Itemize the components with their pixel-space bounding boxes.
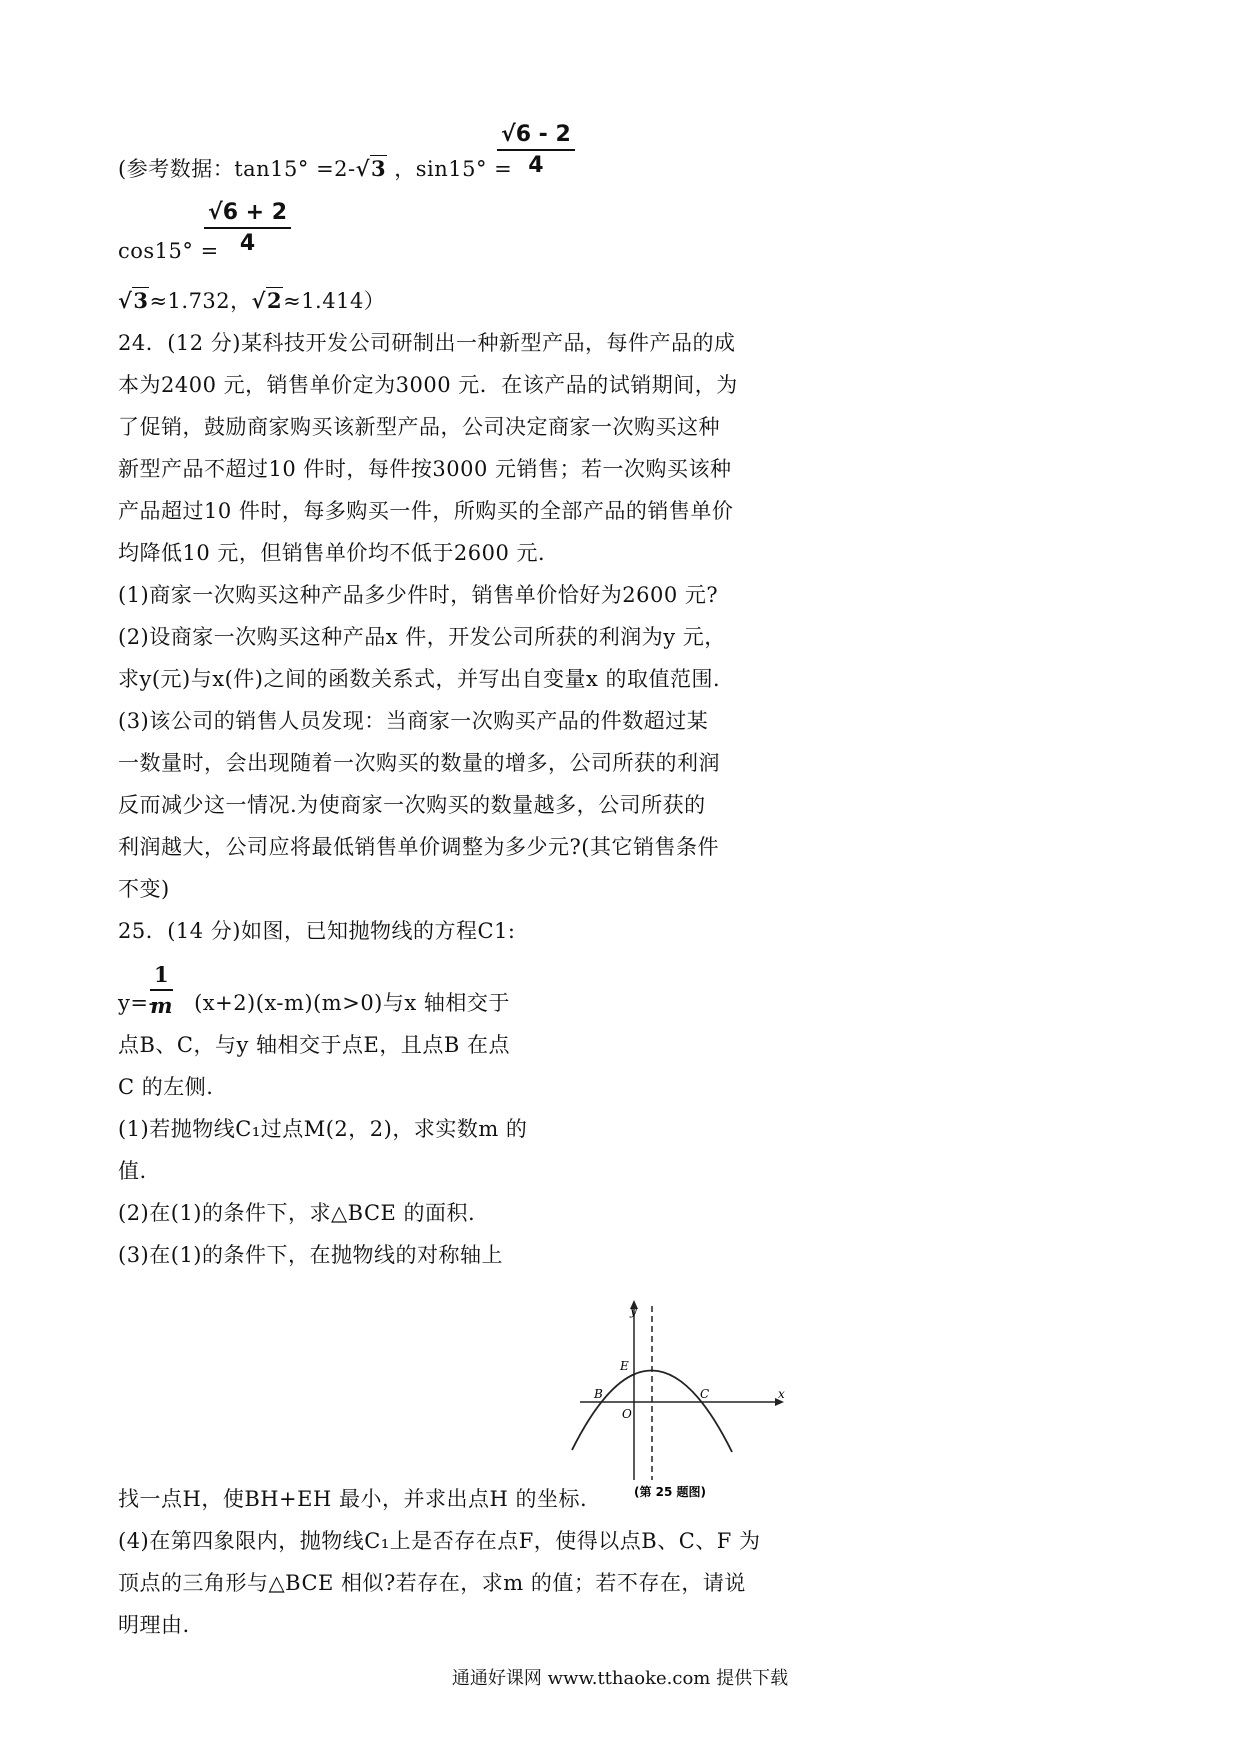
q24-part1: (1)商家一次购买这种产品多少件时，销售单价恰好为2600 元? (118, 583, 719, 607)
ref-tan-text: (参考数据：tan15° =2- (118, 157, 356, 181)
q24-line: 产品超过10 件时，每多购买一件，所购买的全部产品的销售单价 (118, 499, 734, 523)
q25-part4: (4)在第四象限内，抛物线C₁上是否存在点F，使得以点B、C、F 为 (118, 1529, 761, 1553)
point-b-label: B (594, 1387, 603, 1401)
ref-sin-text: ，sin15° = (394, 157, 513, 181)
q24-line: 24．(12 分)某科技开发公司研制出一种新型产品，每件产品的成 (118, 331, 736, 355)
q25-line: 明理由. (118, 1613, 190, 1637)
q25-line: 值. (118, 1159, 147, 1183)
q25-part2: (2)在(1)的条件下，求△BCE 的面积. (118, 1201, 476, 1225)
fraction-denominator: m (150, 993, 173, 1018)
cos15-numerator: √6 + 2 (204, 200, 291, 229)
sqrt3-radical: √3 (355, 156, 387, 181)
origin-label: O (622, 1407, 632, 1421)
sqrt2-radical: √2 (251, 288, 283, 313)
q24-line: 均降低10 元，但销售单价均不低于2600 元． (118, 541, 560, 565)
page-footer: 通通好课网 www.tthaoke.com 提供下载 (451, 1668, 789, 1689)
q24-line: 新型产品不超过10 件时，每件按3000 元销售；若一次购买该种 (118, 457, 732, 481)
point-c-label: C (700, 1387, 710, 1401)
sin15-fraction (497, 122, 575, 178)
q24-line: 求y(元)与x(件)之间的函数关系式，并写出自变量x 的取值范围． (118, 667, 735, 691)
q24-line: 本为2400 元，销售单价定为3000 元．在该产品的试销期间，为 (118, 373, 738, 397)
parabola-diagram (570, 1300, 790, 1500)
x-axis-label: x (778, 1387, 785, 1401)
fraction-numerator: 1 (150, 962, 173, 991)
q25-line: C 的左侧. (118, 1075, 214, 1099)
q25-part1: (1)若抛物线C₁过点M(2，2)，求实数m 的 (118, 1117, 528, 1141)
q25-part3-cont: 找一点H，使BH+EH 最小，并求出点H 的坐标. (118, 1487, 588, 1511)
cos15-denominator: 4 (239, 231, 256, 256)
cos15-fraction (204, 200, 291, 256)
sin15-numerator: √6 - 2 (497, 122, 575, 151)
q24-part3: (3)该公司的销售人员发现：当商家一次购买产品的件数超过某 (118, 709, 709, 733)
parabola-figure (570, 1300, 790, 1504)
q25-heading: 25．(14 分)如图，已知抛物线的方程C1: (118, 919, 516, 943)
y-axis-label: y (630, 1304, 637, 1318)
sin15-denominator: 4 (528, 153, 544, 178)
ref-cos-label: cos15° = (118, 239, 219, 263)
ref-data-line-3: √3≈1.732，√2≈1.414） (118, 288, 386, 313)
figure-caption: (第 25 题图) (634, 1485, 707, 1499)
q25-line: 点B、C，与y 轴相交于点E，且点B 在点 (118, 1033, 510, 1057)
ref-data-line-1 (118, 156, 512, 182)
q24-line: 反而减少这一情况.为使商家一次购买的数量越多，公司所获的 (118, 793, 706, 817)
sqrt3-radical-2: √3 (118, 288, 149, 313)
point-e-label: E (620, 1359, 629, 1373)
q24-part2: (2)设商家一次购买这种产品x 件，开发公司所获的利润为y 元， (118, 625, 726, 649)
q24-line: 利润越大，公司应将最低销售单价调整为多少元?(其它销售条件 (118, 835, 719, 859)
q24-line: 一数量时，会出现随着一次购买的数量的增多，公司所获的利润 (118, 751, 720, 775)
q25-part3: (3)在(1)的条件下，在抛物线的对称轴上 (118, 1243, 503, 1267)
q24-line: 了促销，鼓励商家购买该新型产品，公司决定商家一次购买这种 (118, 415, 720, 439)
q24-line: 不变) (118, 877, 170, 901)
q25-line: 顶点的三角形与△BCE 相似?若存在，求m 的值；若不存在，请说 (118, 1571, 746, 1595)
q25-equation: y=- (x+2)(x-m)(m>0)与x 轴相交于 (118, 991, 510, 1015)
